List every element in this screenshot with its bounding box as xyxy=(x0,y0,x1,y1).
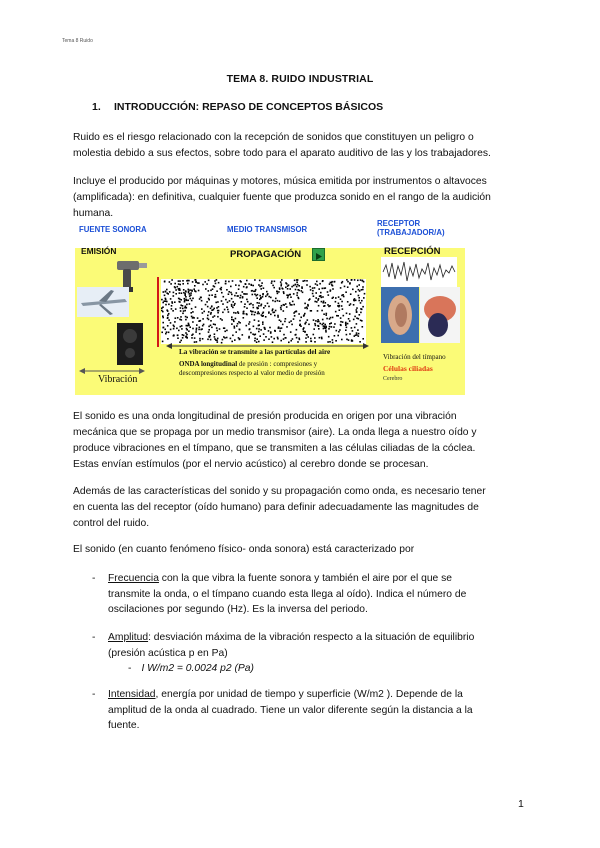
paragraph-1 xyxy=(73,130,528,162)
list-dash: - xyxy=(92,632,96,643)
page-number: 1 xyxy=(518,798,524,810)
figure-label-receptor xyxy=(377,219,445,237)
formula-dash: - xyxy=(128,663,132,674)
text-line: oscilaciones por segundo (Hz). Es la inversa del periodo. xyxy=(108,604,368,615)
waveform-icon xyxy=(381,257,457,287)
text-line: mecánica que se propaga por un medio transmisor (aire). La onda llega a nuestro oído y xyxy=(73,427,477,438)
vibracion-label: Vibración xyxy=(98,374,138,385)
caption-onda-bold: ONDA longitudinal xyxy=(179,360,238,368)
figure-label-medio: MEDIO TRANSMISOR xyxy=(227,225,308,234)
running-header: Tema 8 Ruido xyxy=(62,38,93,44)
paragraph-2 xyxy=(73,174,528,222)
text-line: produce vibraciones en el tímpano, que se transmiten a las células ciliadas de la cóclea. xyxy=(73,443,476,454)
source-marker-line xyxy=(157,277,159,347)
airplane-icon xyxy=(77,287,129,317)
list-term-frecuencia: Frecuencia xyxy=(108,573,159,584)
text-line: , energía por unidad de tiempo y superficie (W/m2 ). Depende de la xyxy=(155,689,463,700)
section-heading xyxy=(92,101,383,113)
text-line: control del ruido. xyxy=(73,518,150,529)
list-item-text xyxy=(108,571,528,618)
list-item xyxy=(92,687,528,735)
ear-icon xyxy=(381,287,419,343)
caption-onda-rest2: descompresiones respecto al valor medio de presión xyxy=(179,369,325,377)
paragraph-5 xyxy=(73,542,528,558)
sound-transmission-figure xyxy=(75,219,465,395)
receptor-sub-text: (TRABAJADOR/A) xyxy=(377,228,445,237)
vibracion-timpano-label: Vibración del tímpano xyxy=(383,353,446,361)
text-line: transmite la onda, o el tímpano cuando esta llega al oído). Indica el número de xyxy=(108,588,467,600)
text-line: con la que vibra la fuente sonora y también el aire por el que se xyxy=(158,573,453,584)
list-term-intensidad: Intensidad xyxy=(108,689,156,700)
figure-label-fuente: FUENTE SONORA xyxy=(79,225,147,234)
text-line: molestia debido a sus efectos, sobre todo para el aparato auditivo de las y los trabajadores. xyxy=(73,148,491,159)
paragraph-4 xyxy=(73,484,528,532)
text-line: amplitud de la onda al cuadrado. Tiene un valor diferente según la distancia a la xyxy=(108,704,473,716)
arrows-icon xyxy=(77,365,147,377)
list-dash: - xyxy=(92,689,96,700)
text-line: fuente. xyxy=(108,720,140,731)
text-line: El sonido es una onda longitudinal de presión producida en origen por una vibración xyxy=(73,411,457,422)
text-line: en cuenta las del receptor (oído humano) para definir adecuadamente las magnitudes de xyxy=(73,502,479,513)
text-line: Incluye el producido por máquinas y motores, música emitida por instrumentos o altavoces xyxy=(73,176,487,187)
list-term-amplitud: Amplitud xyxy=(108,632,149,643)
document-title: TEMA 8. RUIDO INDUSTRIAL xyxy=(226,73,374,85)
air-particles-field xyxy=(161,279,366,344)
receptor-text: RECEPTOR xyxy=(377,219,421,228)
speaker-icon xyxy=(117,323,143,365)
brain-icon xyxy=(420,287,460,343)
text-line: Estas envían estímulos (por el nervio acústico) al cerebro donde se procesan. xyxy=(73,459,429,470)
figure-recepcion-label: RECEPCIÓN xyxy=(384,246,441,257)
section-title: INTRODUCCIÓN: REPASO DE CONCEPTOS BÁSICOS xyxy=(114,101,384,113)
text-line: Además de las características del sonido y su propagación como onda, es necesario tener xyxy=(73,486,486,497)
figure-emision-label: EMISIÓN xyxy=(81,246,117,256)
figure-propagacion-label: PROPAGACIÓN xyxy=(230,249,302,260)
text-line: : desviación máxima de la vibración respecto a la situación de equilibrio xyxy=(148,632,475,643)
text-line: (amplificada): en definitiva, cualquier fuente que produzca sonido en el rango de la audición xyxy=(73,192,491,203)
caption-vibration: La vibración se transmite a las partículas del aire xyxy=(179,348,331,356)
list-item-text xyxy=(108,630,528,677)
text-line: (presión acústica p en Pa) xyxy=(108,647,228,659)
caption-onda xyxy=(179,360,325,378)
paragraph-3 xyxy=(73,409,528,473)
section-number: 1. xyxy=(92,101,101,113)
list-dash: - xyxy=(92,573,96,584)
list-item xyxy=(92,630,528,678)
intensity-formula: I W/m2 = 0.0024 p2 (Pa) xyxy=(141,663,254,674)
cerebro-label: Cerebro xyxy=(383,376,403,382)
celulas-ciliadas-label: Células ciliadas xyxy=(383,364,433,373)
list-item xyxy=(92,571,528,619)
list-item-text xyxy=(108,687,528,734)
caption-onda-rest1: de presión : compresiones y xyxy=(237,360,318,368)
text-line: humana. xyxy=(73,208,114,219)
text-line: El sonido (en cuanto fenómeno físico- onda sonora) está caracterizado por xyxy=(73,544,415,555)
text-line: Ruido es el riesgo relacionado con la recepción de sonidos que constituyen un peligro o xyxy=(73,132,474,143)
play-icon xyxy=(312,248,325,261)
